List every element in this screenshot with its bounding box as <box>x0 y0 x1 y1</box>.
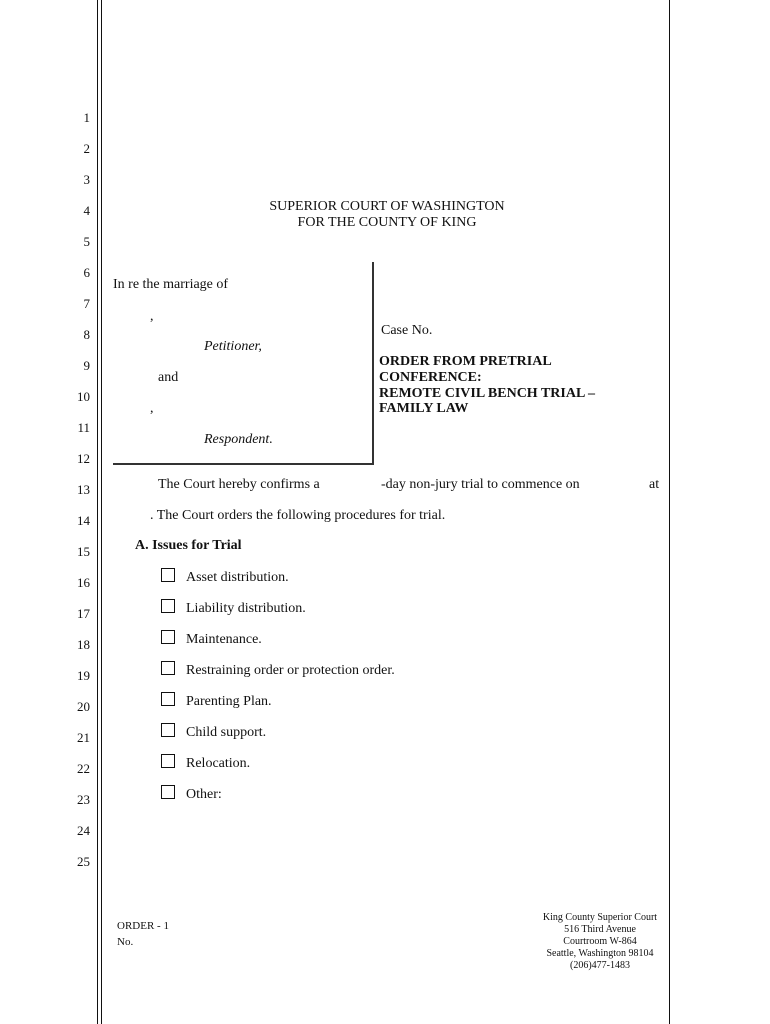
case-number-label: Case No. <box>381 323 433 338</box>
line-number: 2 <box>83 141 90 156</box>
county-name: FOR THE COUNTY OF KING <box>297 215 477 230</box>
confirm-text-part3: at <box>649 477 660 492</box>
respondent-label: Respondent. <box>204 432 273 447</box>
checklist-item-label: Liability distribution. <box>186 601 306 616</box>
checkbox[interactable] <box>161 599 175 613</box>
line-number: 3 <box>83 172 90 187</box>
and-label: and <box>158 370 179 385</box>
footer-address-line: 516 Third Avenue <box>564 924 636 935</box>
checklist-item-label: Maintenance. <box>186 632 262 647</box>
line-number: 13 <box>77 482 90 497</box>
left-margin-rule-inner <box>101 0 102 1024</box>
confirm-text-part1: The Court hereby confirms a <box>158 477 320 492</box>
line-number: 7 <box>83 296 90 311</box>
checkbox[interactable] <box>161 723 175 737</box>
line-number: 22 <box>77 761 90 776</box>
footer-address-line: King County Superior Court <box>542 912 658 923</box>
line-number: 16 <box>77 575 90 590</box>
checkbox[interactable] <box>161 568 175 582</box>
footer-address-line: Courtroom W-864 <box>563 936 637 947</box>
line-number: 19 <box>77 668 90 683</box>
confirm-text-part2: -day non-jury trial to commence on <box>381 477 580 492</box>
line-number: 11 <box>77 420 90 435</box>
checkbox[interactable] <box>161 692 175 706</box>
right-margin-rule <box>669 0 670 1024</box>
line-number: 5 <box>83 234 90 249</box>
line-number: 17 <box>77 606 90 621</box>
line-number: 10 <box>77 389 90 404</box>
footer-address-line: (206)477-1483 <box>570 960 630 971</box>
in-re-label: In re the marriage of <box>113 277 229 292</box>
line-number: 21 <box>77 730 90 745</box>
section-a-heading: A. Issues for Trial <box>135 538 242 553</box>
checklist-item-label: Asset distribution. <box>186 570 289 585</box>
footer-case-number: No. <box>117 936 134 948</box>
title-line: REMOTE CIVIL BENCH TRIAL – <box>379 386 596 401</box>
court-name: SUPERIOR COURT OF WASHINGTON <box>269 199 505 214</box>
title-line: CONFERENCE: <box>379 370 482 385</box>
title-line: FAMILY LAW <box>379 401 469 416</box>
footer-order-page: ORDER - 1 <box>117 920 169 932</box>
caption-vertical-rule <box>372 262 374 465</box>
checkbox[interactable] <box>161 630 175 644</box>
checklist-item-label: Parenting Plan. <box>186 694 272 709</box>
checklist-item-label: Child support. <box>186 725 267 740</box>
checkbox[interactable] <box>161 661 175 675</box>
checklist-item-label: Restraining order or protection order. <box>186 663 395 678</box>
line-number: 14 <box>77 513 90 528</box>
line-number: 12 <box>77 451 90 466</box>
orders-text: . The Court orders the following procedures for trial. <box>150 508 446 523</box>
title-line: ORDER FROM PRETRIAL <box>379 354 552 369</box>
line-number: 6 <box>83 265 90 280</box>
line-number: 18 <box>77 637 90 652</box>
respondent-name-blank: , <box>150 401 154 416</box>
checklist-item-label: Other: <box>186 787 222 802</box>
line-number: 23 <box>77 792 90 807</box>
checkbox[interactable] <box>161 785 175 799</box>
left-margin-rule-outer <box>97 0 98 1024</box>
line-number: 4 <box>83 203 90 218</box>
line-number: 8 <box>83 327 90 342</box>
caption-bottom-rule <box>113 463 374 465</box>
line-number: 25 <box>77 854 90 869</box>
checkbox[interactable] <box>161 754 175 768</box>
petitioner-name-blank: , <box>150 309 154 324</box>
petitioner-label: Petitioner, <box>204 339 262 354</box>
line-number: 20 <box>77 699 90 714</box>
line-number: 15 <box>77 544 90 559</box>
footer-address-line: Seattle, Washington 98104 <box>546 948 654 959</box>
checklist-item-label: Relocation. <box>186 756 251 771</box>
line-number: 24 <box>77 823 90 838</box>
line-number: 9 <box>83 358 90 373</box>
line-number: 1 <box>83 110 90 125</box>
